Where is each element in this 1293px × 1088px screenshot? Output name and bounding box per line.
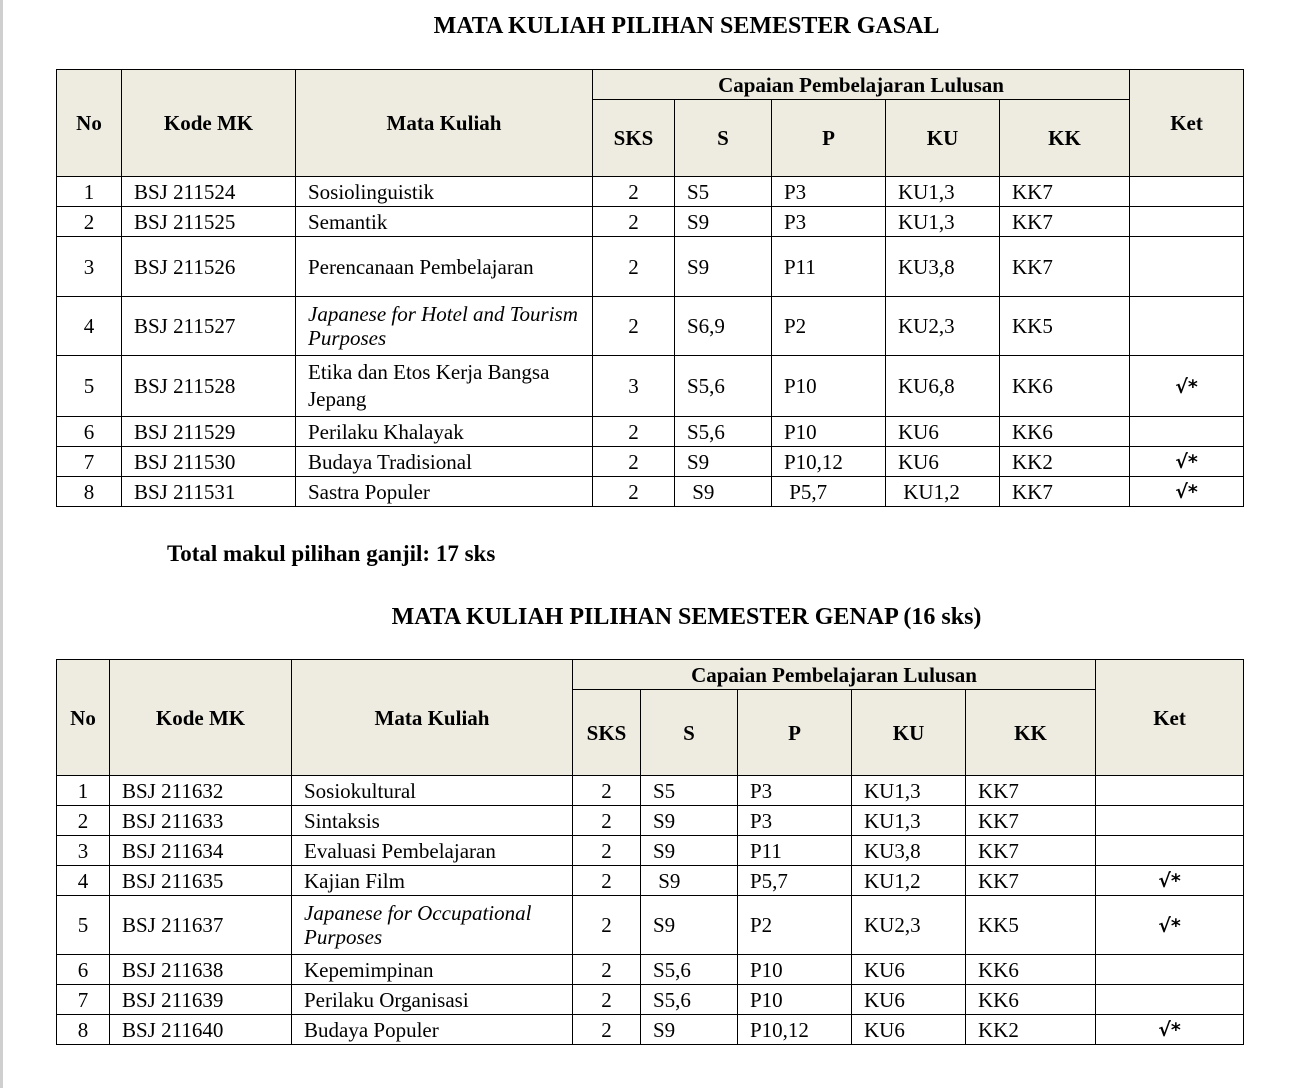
cell-no: 7: [57, 985, 110, 1015]
table-row: [57, 356, 1244, 417]
cell-s: S5: [641, 776, 738, 806]
cell-sks: 2: [593, 297, 675, 356]
cell-sks: 2: [593, 207, 675, 237]
cell-s: S5,6: [641, 985, 738, 1015]
cell-ku: KU3,8: [852, 836, 966, 866]
cell-kode: BSJ 211635: [110, 866, 292, 896]
header-p: P: [772, 100, 886, 177]
cell-ket: [1130, 297, 1244, 356]
header-kk: KK: [1000, 100, 1130, 177]
cell-kode: BSJ 211524: [122, 177, 296, 207]
cell-s: S5: [675, 177, 772, 207]
cell-p: P10: [772, 417, 886, 447]
header-mata-kuliah: Mata Kuliah: [292, 660, 573, 776]
cell-p: P10,12: [772, 447, 886, 477]
cell-ku: KU1,2: [852, 866, 966, 896]
table-row: [57, 417, 1244, 447]
cell-kk: KK7: [966, 806, 1096, 836]
cell-kk: KK5: [966, 896, 1096, 955]
cell-sks: 2: [573, 1015, 641, 1045]
header-kode-mk: Kode MK: [110, 660, 292, 776]
cell-no: 7: [57, 447, 122, 477]
cell-ket: [1096, 985, 1244, 1015]
cell-kk: KK7: [966, 836, 1096, 866]
cell-ket: [1130, 177, 1244, 207]
cell-sks: 2: [573, 836, 641, 866]
cell-kk: KK6: [966, 955, 1096, 985]
cell-mata-kuliah: Kajian Film: [292, 866, 573, 896]
cell-mata-kuliah: Budaya Populer: [292, 1015, 573, 1045]
cell-ket: [1096, 776, 1244, 806]
cell-p: P10: [738, 985, 852, 1015]
cell-mata-kuliah: Sosiolinguistik: [296, 177, 593, 207]
cell-sks: 2: [593, 177, 675, 207]
cell-no: 3: [57, 237, 122, 297]
odd-semester-title: MATA KULIAH PILIHAN SEMESTER GASAL: [433, 13, 940, 39]
cell-no: 1: [57, 776, 110, 806]
cell-ku: KU2,3: [886, 297, 1000, 356]
cell-ket: [1130, 356, 1244, 417]
cell-sks: 2: [593, 477, 675, 507]
header-ku: KU: [886, 100, 1000, 177]
ket-mark: √*: [1158, 914, 1181, 937]
cell-s: S9: [641, 806, 738, 836]
cell-s: S9: [675, 237, 772, 297]
cell-sks: 2: [573, 896, 641, 955]
cell-sks: 2: [573, 776, 641, 806]
cell-p: P3: [738, 776, 852, 806]
cell-kk: KK2: [1000, 447, 1130, 477]
cell-s: S9: [675, 207, 772, 237]
cell-s: S5,6: [641, 955, 738, 985]
odd-semester-table: [56, 69, 1244, 507]
cell-ket: [1130, 477, 1244, 507]
cell-s: S9: [641, 1015, 738, 1045]
cell-ku: KU1,3: [886, 207, 1000, 237]
cell-p: P2: [772, 297, 886, 356]
cell-kode: BSJ 211526: [122, 237, 296, 297]
header-kk: KK: [966, 690, 1096, 776]
table-row: [57, 237, 1244, 297]
cell-sks: 2: [593, 417, 675, 447]
header-ket: Ket: [1096, 660, 1244, 776]
cell-mata-kuliah: Japanese for Hotel and Tourism Purposes: [296, 297, 593, 356]
cell-kode: BSJ 211525: [122, 207, 296, 237]
cell-sks: 2: [573, 806, 641, 836]
cell-kode: BSJ 211634: [110, 836, 292, 866]
cell-mata-kuliah: Sosiokultural: [292, 776, 573, 806]
cell-no: 8: [57, 1015, 110, 1045]
cell-mata-kuliah: Japanese for Occupational Purposes: [292, 896, 573, 955]
even-semester-table: [56, 659, 1244, 1045]
cell-s: S5,6: [675, 356, 772, 417]
cell-p: P10: [738, 955, 852, 985]
header-cpl: Capaian Pembelajaran Lulusan: [573, 660, 1096, 690]
ket-mark: √*: [1175, 481, 1198, 503]
cell-ku: KU1,3: [886, 177, 1000, 207]
even-semester-title: MATA KULIAH PILIHAN SEMESTER GENAP (16 sks): [391, 604, 982, 630]
header-ku: KU: [852, 690, 966, 776]
cell-mata-kuliah: Perilaku Organisasi: [292, 985, 573, 1015]
cell-kode: BSJ 211632: [110, 776, 292, 806]
cell-ket: [1096, 836, 1244, 866]
cell-ku: KU6: [852, 955, 966, 985]
odd-total-sks: Total makul pilihan ganjil: 17 sks: [167, 541, 496, 566]
cell-p: P10,12: [738, 1015, 852, 1045]
table-row: [57, 1015, 1244, 1045]
cell-mata-kuliah: Sastra Populer: [296, 477, 593, 507]
cell-ku: KU6: [886, 447, 1000, 477]
ket-mark: √*: [1175, 451, 1198, 473]
cell-mata-kuliah: Evaluasi Pembelajaran: [292, 836, 573, 866]
header-kode-mk: Kode MK: [122, 70, 296, 177]
cell-mata-kuliah: Sintaksis: [292, 806, 573, 836]
cell-p: P5,7: [772, 477, 886, 507]
table-row: [57, 836, 1244, 866]
cell-ket: [1096, 866, 1244, 896]
cell-no: 4: [57, 866, 110, 896]
ket-mark: √*: [1158, 870, 1181, 892]
cell-ku: KU1,2: [886, 477, 1000, 507]
cell-no: 6: [57, 417, 122, 447]
cell-ku: KU6: [852, 985, 966, 1015]
cell-ket: [1130, 447, 1244, 477]
cell-sks: 2: [573, 985, 641, 1015]
cell-p: P5,7: [738, 866, 852, 896]
header-s: S: [675, 100, 772, 177]
header-cpl: Capaian Pembelajaran Lulusan: [593, 70, 1130, 100]
cell-kode: BSJ 211530: [122, 447, 296, 477]
cell-p: P3: [772, 207, 886, 237]
cell-sks: 2: [593, 237, 675, 297]
table-row: [57, 896, 1244, 955]
cell-no: 4: [57, 297, 122, 356]
cell-kk: KK6: [1000, 356, 1130, 417]
cell-p: P2: [738, 896, 852, 955]
table-row: [57, 477, 1244, 507]
cell-kk: KK7: [1000, 237, 1130, 297]
cell-kode: BSJ 211531: [122, 477, 296, 507]
cell-ket: [1096, 1015, 1244, 1045]
cell-sks: 2: [573, 955, 641, 985]
header-mata-kuliah: Mata Kuliah: [296, 70, 593, 177]
cell-ku: KU3,8: [886, 237, 1000, 297]
header-ket: Ket: [1130, 70, 1244, 177]
header-p: P: [738, 690, 852, 776]
cell-p: P11: [772, 237, 886, 297]
cell-mata-kuliah: Perencanaan Pembelajaran: [296, 237, 593, 297]
cell-sks: 2: [593, 447, 675, 477]
cell-ket: [1096, 806, 1244, 836]
cell-kode: BSJ 211529: [122, 417, 296, 447]
cell-s: S9: [675, 477, 772, 507]
cell-ku: KU6: [852, 1015, 966, 1045]
table-row: [57, 866, 1244, 896]
cell-ku: KU6,8: [886, 356, 1000, 417]
cell-p: P11: [738, 836, 852, 866]
cell-no: 3: [57, 836, 110, 866]
cell-kode: BSJ 211528: [122, 356, 296, 417]
cell-mata-kuliah: Budaya Tradisional: [296, 447, 593, 477]
cell-ku: KU1,3: [852, 776, 966, 806]
cell-kk: KK7: [1000, 477, 1130, 507]
header-sks: SKS: [593, 100, 675, 177]
cell-kk: KK7: [1000, 177, 1130, 207]
cell-s: S9: [641, 896, 738, 955]
cell-kode: BSJ 211633: [110, 806, 292, 836]
cell-no: 8: [57, 477, 122, 507]
cell-p: P3: [772, 177, 886, 207]
table-row: [57, 955, 1244, 985]
cell-ket: [1096, 896, 1244, 955]
cell-ket: [1130, 207, 1244, 237]
cell-kode: BSJ 211640: [110, 1015, 292, 1045]
cell-no: 6: [57, 955, 110, 985]
table-row: [57, 447, 1244, 477]
cell-kk: KK7: [966, 776, 1096, 806]
header-no: No: [57, 660, 110, 776]
cell-mata-kuliah: Etika dan Etos Kerja Bangsa Jepang: [296, 356, 593, 417]
cell-p: P10: [772, 356, 886, 417]
cell-kk: KK2: [966, 1015, 1096, 1045]
cell-mata-kuliah: Kepemimpinan: [292, 955, 573, 985]
cell-ket: [1130, 237, 1244, 297]
cell-ket: [1096, 955, 1244, 985]
cell-kode: BSJ 211639: [110, 985, 292, 1015]
cell-sks: 2: [573, 866, 641, 896]
table-row: [57, 806, 1244, 836]
cell-ku: KU2,3: [852, 896, 966, 955]
table-row: [57, 177, 1244, 207]
cell-kode: BSJ 211637: [110, 896, 292, 955]
cell-s: S5,6: [675, 417, 772, 447]
cell-no: 5: [57, 356, 122, 417]
cell-ku: KU1,3: [852, 806, 966, 836]
cell-kode: BSJ 211638: [110, 955, 292, 985]
cell-no: 2: [57, 806, 110, 836]
header-s: S: [641, 690, 738, 776]
cell-sks: 3: [593, 356, 675, 417]
ket-mark: √*: [1158, 1019, 1181, 1041]
cell-s: S9: [641, 866, 738, 896]
cell-kk: KK5: [1000, 297, 1130, 356]
cell-kk: KK6: [1000, 417, 1130, 447]
cell-ket: [1130, 417, 1244, 447]
cell-s: S9: [675, 447, 772, 477]
cell-s: S6,9: [675, 297, 772, 356]
table-row: [57, 776, 1244, 806]
cell-mata-kuliah: Semantik: [296, 207, 593, 237]
cell-ku: KU6: [886, 417, 1000, 447]
cell-mata-kuliah: Perilaku Khalayak: [296, 417, 593, 447]
header-sks: SKS: [573, 690, 641, 776]
cell-p: P3: [738, 806, 852, 836]
header-no: No: [57, 70, 122, 177]
cell-kk: KK7: [966, 866, 1096, 896]
cell-kk: KK6: [966, 985, 1096, 1015]
page-edge-line: [0, 0, 3, 1088]
ket-mark: √*: [1175, 375, 1198, 398]
table-row: [57, 985, 1244, 1015]
table-row: [57, 297, 1244, 356]
table-row: [57, 207, 1244, 237]
cell-kode: BSJ 211527: [122, 297, 296, 356]
cell-s: S9: [641, 836, 738, 866]
cell-no: 1: [57, 177, 122, 207]
cell-kk: KK7: [1000, 207, 1130, 237]
cell-no: 5: [57, 896, 110, 955]
cell-no: 2: [57, 207, 122, 237]
